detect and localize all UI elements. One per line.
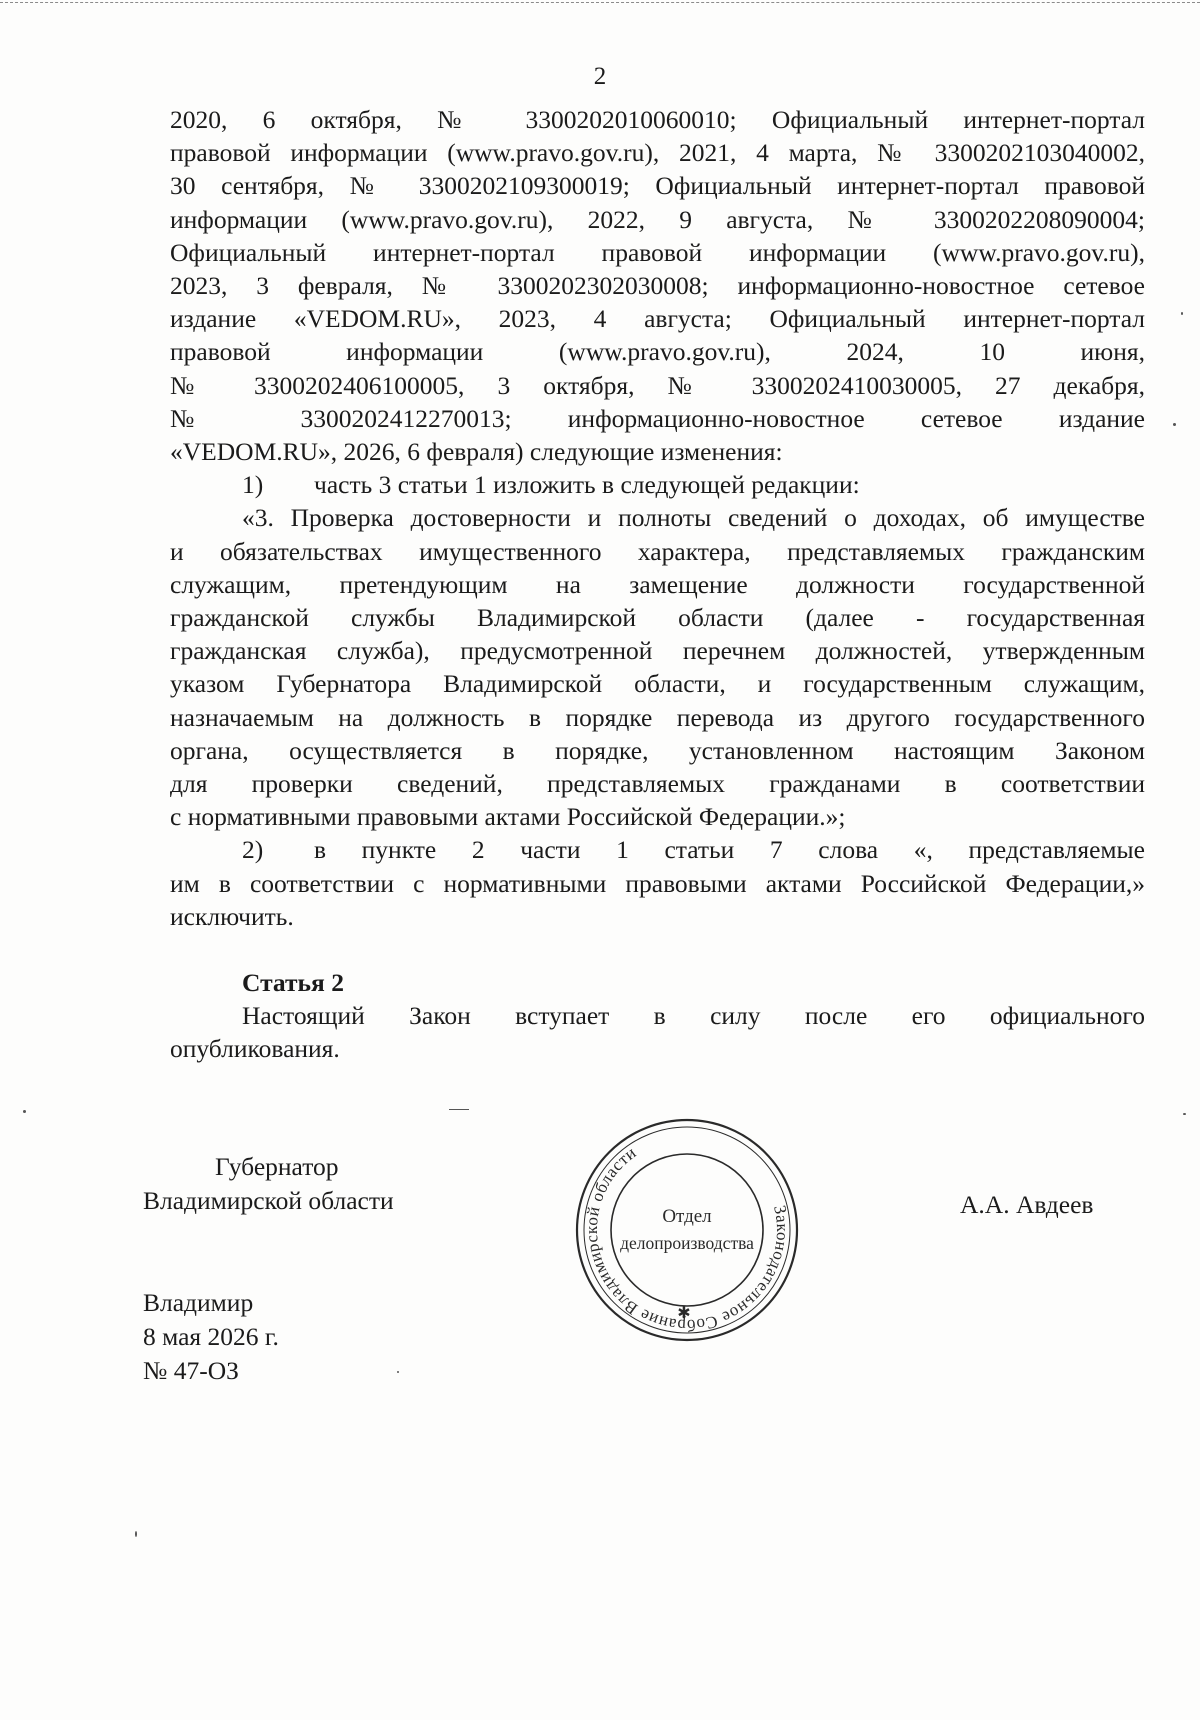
- page-number: 2: [593, 63, 607, 90]
- list-item-number: 1): [242, 470, 264, 500]
- official-stamp: [567, 1110, 807, 1350]
- scan-speck: [449, 1109, 469, 1110]
- text-line: № 3300202412270013; информационно-новостное сетевое издание: [170, 403, 1145, 433]
- text-line: правовой информации (www.pravo.gov.ru), 2021, 4 марта, № 3300202103040002,: [170, 138, 1145, 168]
- text-line: № 3300202406100005, 3 октября, № 3300202410030005, 27 декабря,: [170, 370, 1145, 400]
- list-item-2: [170, 833, 1145, 866]
- document-body: [170, 103, 1145, 1066]
- text-line: опубликования.: [170, 1034, 340, 1064]
- stamp-center-line: делопроизводства: [620, 1233, 754, 1253]
- text-line: и обязательствах имущественного характера, представляемых гражданским: [170, 536, 1145, 566]
- stamp-star-icon: ✱: [677, 1303, 691, 1322]
- text-line: им в соответствии с нормативными правовыми актами Российской Федерации,»: [170, 868, 1145, 898]
- scan-speck: [1181, 312, 1183, 315]
- text-line: издание «VEDOM.RU», 2023, 4 августа; Официальный интернет-портал: [170, 304, 1145, 334]
- scan-speck: [1173, 423, 1176, 426]
- signatory-role-line: Владимирской области: [143, 1186, 394, 1215]
- text-line: служащим, претендующим на замещение должности государственной: [170, 569, 1145, 599]
- text-line: в пункте 2 части 1 статьи 7 слова «, представляемые: [314, 835, 1145, 865]
- text-line: информации (www.pravo.gov.ru), 2022, 9 августа, № 3300202208090004;: [170, 204, 1145, 234]
- text-line: указом Губернатора Владимирской области, и государственным служащим,: [170, 669, 1145, 699]
- text-line: «VEDOM.RU», 2026, 6 февраля) следующие изменения:: [170, 437, 783, 467]
- text-line: органа, осуществляется в порядке, установленном настоящим Законом: [170, 735, 1145, 765]
- text-line: гражданская служба), предусмотренной перечнем должностей, утвержденным: [170, 636, 1145, 666]
- signing-city: Владимир: [143, 1288, 254, 1317]
- text-line: часть 3 статьи 1 изложить в следующей редакции:: [314, 470, 860, 500]
- signatory-name: А.А. Авдеев: [960, 1190, 1094, 1219]
- stamp-center-ring: [611, 1154, 763, 1306]
- text-line: Настоящий Закон вступает в силу после его официального: [242, 1001, 1145, 1031]
- text-line: исключить.: [170, 901, 294, 931]
- scan-speck: [135, 1531, 137, 1537]
- scan-speck: [23, 1110, 26, 1113]
- text-line: Официальный интернет-портал правовой информации (www.pravo.gov.ru),: [170, 237, 1145, 267]
- scan-edge-line: [0, 2, 1200, 3]
- text-line: 2023, 3 февраля, № 3300202302030008; информационно-новостное сетевое: [170, 271, 1145, 301]
- text-line: для проверки сведений, представляемых гражданами в соответствии: [170, 769, 1145, 799]
- scan-speck: [1183, 1113, 1186, 1115]
- list-item-1: [170, 468, 1145, 501]
- scan-speck: [397, 1371, 399, 1373]
- article-heading: Статья 2: [242, 968, 344, 998]
- law-number: № 47-ОЗ: [143, 1356, 239, 1385]
- signing-date: 8 мая 2026 г.: [143, 1322, 279, 1351]
- stamp-ring-text: Законодательное Собрание Владимирской области: [581, 1142, 793, 1336]
- stamp-seal: [567, 1110, 807, 1350]
- signatory-role: [143, 1150, 443, 1218]
- text-line: с нормативными правовыми актами Российской Федерации.»;: [170, 802, 846, 832]
- text-line: 2020, 6 октября, № 3300202010060010; Официальный интернет-портал: [170, 105, 1145, 134]
- text-line: гражданской службы Владимирской области (далее - государственная: [170, 603, 1145, 633]
- text-line: 30 сентября, № 3300202109300019; Официальный интернет-портал правовой: [170, 171, 1145, 201]
- text-line: назначаемым на должность в порядке перевода из другого государственного: [170, 702, 1145, 732]
- list-item-number: 2): [242, 835, 264, 865]
- signing-details: [143, 1286, 279, 1388]
- text-line: «3. Проверка достоверности и полноты сведений о доходах, об имуществе: [242, 503, 1145, 533]
- text-line: правовой информации (www.pravo.gov.ru), 2024, 10 июня,: [170, 337, 1145, 367]
- stamp-center-line: Отдел: [662, 1206, 712, 1227]
- signatory-role-line: Губернатор: [215, 1152, 339, 1181]
